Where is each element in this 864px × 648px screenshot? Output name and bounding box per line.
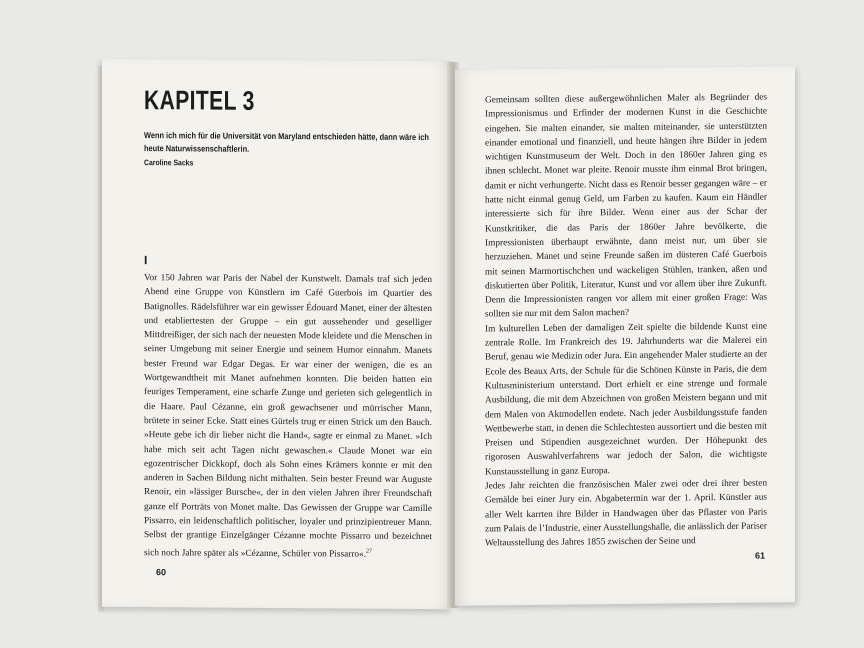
footnote-ref: 27 [366, 548, 373, 555]
page-number-right: 61 [754, 550, 765, 561]
paragraph [144, 271, 432, 562]
left-body-text [144, 271, 432, 562]
epigraph-author: Caroline Sacks [144, 158, 194, 168]
right-body-text [485, 91, 767, 551]
paragraph: Jedes Jahr reichten die französischen Maler zwei oder drei ihrer besten Gemälde bei einer Jury ein. Abgabetermin war der 1. April. Künstler aus aller Welt karrten ihre Bilder in Handwagen über das Pflaster von Paris zum Palais de l’Industrie, einer Ausstellungshalle, die anlässlich der Pariser Weltausstellung des Jahres 1855 zwischen der Seine und [485, 478, 767, 549]
paragraph: Gemeinsam sollten diese außergewöhnlichen Maler als Begründer des Impressionismus und Erfinder der modernen Kunst in die Geschichte eingehen. Sie malten einander, sie malten miteinander, sie unterstützten einander emotional und finanziell, und heute hängen ihre Bilder in jedem wichtigen Kunstmuseum der Welt. Doch in den 1860er Jahren ging es ihnen schlecht. Monet war pleite. Renoir musste ihm einmal Brot bringen, damit er nicht verhungerte. Nicht dass es Renoir besser gegangen wäre – er hatte nicht einmal genug Geld, um Farben zu kaufen. Kaum ein Händler interessierte sich für ihre Bilder. Wenn einer aus der Schar der Kunstkritiker, die das Paris der 1860er Jahre bevölkerte, die Impressionisten überhaupt erwähnte, dann meist nur, um über sie herzuziehen. Manet und seine Freunde saßen im düsteren Café Guerbois mit seinen Marmortischchen und wackeligen Stühlen, tranken, aßen und diskutierten über Politik, Literatur, Kunst und vor allem über ihre Zukunft. Denn die Impressionisten rangen vor allem mit einer großen Frage: Was sollten sie nur mit dem Salon machen? [485, 92, 767, 320]
epigraph: Wenn ich mich für die Universität von Maryland entschieden hätte, dann wäre ich heute Naturwissenschaftlerin. [144, 130, 429, 154]
right-page [455, 66, 795, 606]
section-number: I [144, 253, 148, 268]
paragraph: Im kulturellen Leben der damaligen Zeit spielte die bildende Kunst eine zentrale Rolle. Im Frankreich des 19. Jahrhunderts war die Malerei ein Beruf, genau wie Medizin oder Jura. Ein angehender Maler studierte an der Ecole des Beaux Arts, der Schule für die Schönen Künste in Paris, die dem Kultusministerium unterstand. Dort erhielt er eine strenge und formale Ausbildung, die mit dem Abzeichnen von großen Meistern begann und mit dem Malen von Aktmodellen endete. Nach jeder Ausbildungsstufe fanden Wettbewerbe statt, in denen die Schlechtesten aussortiert und die besten mit Preisen und Stipendien ausgezeichnet wurden. Der Höhepunkt des rigorosen Auswahlverfahrens war jedoch der Salon, die wichtigste Kunstausstellung in ganz Europa. [485, 321, 767, 478]
page-number-left: 60 [156, 567, 167, 578]
chapter-title: KAPITEL 3 [144, 85, 255, 116]
paragraph-text: Vor 150 Jahren war Paris der Nabel der Kunstwelt. Damals traf sich jeden Abend eine Gruppe von Künstlern im Café Guerbois im Quartier des Batignolles. Rädelsführer war ein gewisser Édouard Manet, einer der ältesten und etabliertesten der Gruppe – ein gut aussehender und geselliger Mittdreißiger, der sich nach der neuesten Mode kleidete und die Menschen in seiner Umgebung mit seiner Energie und seinem Humor einnahm. Manets bester Freund war Edgar Degas. Er war einer der wenigen, die es an Wortgewandtheit mit Manet aufnehmen konnten. Die beiden hatten ein feuriges Temperament, eine scharfe Zunge und gerieten sich gelegentlich in die Haare. Paul Cézanne, ein groß gewachsener und mürrischer Mann, brütete in seiner Ecke. Statt eines Gürtels trug er einen Strick um den Bauch. »Heute gebe ich dir lieber nicht die Hand«, sagte er einmal zu Manet. »Ich habe mich seit acht Tagen nicht gewaschen.« Claude Monet war ein egozentrischer Dickkopf, doch als Sohn eines Krämers konnte er mit den anderen in Sachen Bildung nicht mithalten. Sein bester Freund war Auguste Renoir, ein »lässiger Bursche«, der in den vielen Jahren ihrer Freundschaft ganze elf Porträts von Monet malte. Das Gewissen der Gruppe war Camille Pissarro, ein leidenschaftlich politischer, loyaler und prinzipientreuer Mann. Selbst der grantige Einzelgänger Cézanne mochte Pissarro und bezeichnet sich noch Jahre später als »Cézanne, Schüler von Pissarro«. [144, 273, 432, 560]
left-page [102, 59, 452, 609]
